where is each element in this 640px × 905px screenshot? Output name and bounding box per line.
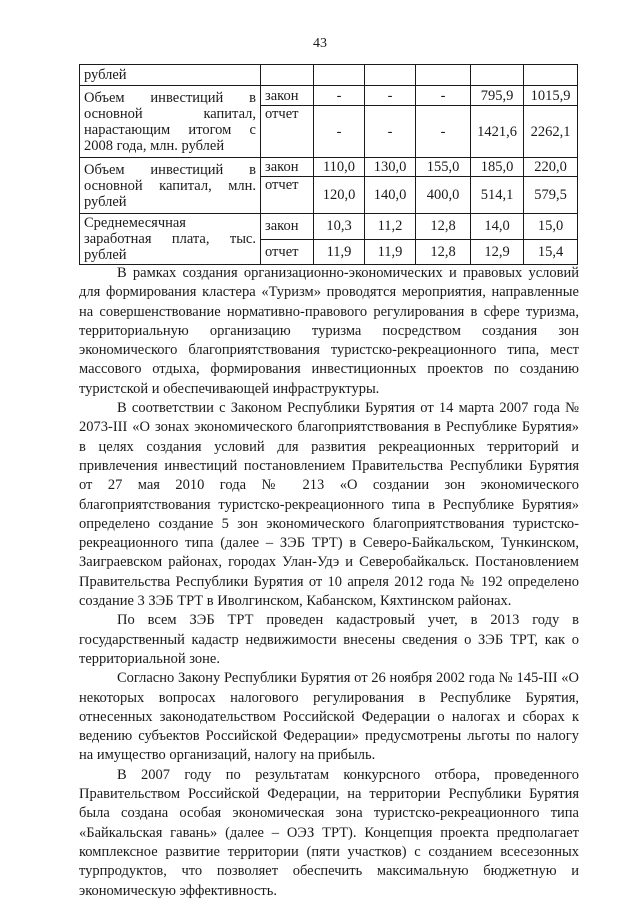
paragraph: Согласно Закону Республики Бурятия от 26 ноября 2002 года № 145-III «О некоторых вопросах налогового регулирования в Республике Бурятия, отнесенных законодательством Российской Федерации о налогах и сборах к ведению субъектов Российской Федерации» предусмотрены льготы по налогу на имущество организаций, налогу на прибыль. — [79, 670, 579, 764]
value-cell: 185,0 — [471, 158, 524, 177]
page-number: 43 — [313, 36, 327, 51]
value-cell: 120,0 — [314, 177, 365, 214]
value-cell: 1421,6 — [471, 106, 524, 158]
paragraph: В соответствии с Законом Республики Бурятия от 14 марта 2007 года № 2073-III «О зонах экономического благоприятствования в Республике Бурятия» в целях создания условий для развития рекреационных территорий и привлечения инвестиций постановлением Правительства Республики Бурятия от 27 мая 2010 года № 213 «О создании зон экономического благоприятствования туристско-рекреационного типа в Республике Бурятия» определено создание 5 зон экономического благоприятствования туристско-рекреационного типа (далее – ЗЭБ ТРТ) в Северо-Байкальском, Тункинском, Заиграевском районах, городах Улан-Удэ и Северобайкальск. Постановлением Правительства Республики Бурятия от 10 апреля 2012 года № 192 определено создание 3 ЗЭБ ТРТ в Иволгинском, Кабанском, Кяхтинском районах. — [79, 400, 579, 610]
paragraph: В рамках создания организационно-экономических и правовых условий для формирования кластера «Туризм» проводятся мероприятия, направленные на совершенствование нормативно-правового регулирования в сфере туризма, территориальную организацию туризма посредством создания зон экономического благоприятствования туристско-рекреационного типа, мест массового отдыха, формирования инвестиционных проектов по созданию туристской и обеспечивающей инфраструктуры. — [79, 265, 579, 397]
value-cell: 795,9 — [471, 86, 524, 106]
indicators-table — [79, 64, 578, 265]
value-cell: 155,0 — [416, 158, 471, 177]
value-cell: 12,9 — [471, 239, 524, 265]
value-cell: 15,0 — [524, 214, 578, 240]
value-cell: - — [314, 86, 365, 106]
row-type: отчет — [261, 239, 314, 265]
body-text — [79, 264, 579, 901]
indicator-name: Объем инвестиций в основной капитал, млн. рублей — [80, 158, 261, 214]
table-row — [80, 158, 578, 177]
indicator-name: рублей — [80, 65, 261, 86]
value-cell: - — [314, 106, 365, 158]
table-cell — [524, 65, 578, 86]
paragraph: В 2007 году по результатам конкурсного отбора, проведенного Правительством Российской Федерации, на территории Республики Бурятия была создана особая экономическая зона туристско-рекреационного типа «Байкальская гавань» (далее – ОЭЗ ТРТ). Концепция проекта предполагает комплексное развитие территории (пяти участков) с созданием всесезонных турпродуктов, что позволяет обеспечить максимальную бюджетную и экономическую эффективность. — [79, 766, 579, 899]
value-cell: 400,0 — [416, 177, 471, 214]
row-type: закон — [261, 158, 314, 177]
indicator-name: Объем инвестиций в основной капитал, нарастающим итогом с 2008 года, млн. рублей — [80, 86, 261, 158]
table-cell — [314, 65, 365, 86]
value-cell: - — [365, 106, 416, 158]
value-cell: 140,0 — [365, 177, 416, 214]
value-cell: - — [416, 86, 471, 106]
table-cell — [261, 65, 314, 86]
indicator-name: Среднемесячная заработная плата, тыс. рублей — [80, 214, 261, 265]
table-row — [80, 86, 578, 106]
value-cell: 11,2 — [365, 214, 416, 240]
value-cell: 10,3 — [314, 214, 365, 240]
value-cell: 15,4 — [524, 239, 578, 265]
value-cell: - — [365, 86, 416, 106]
paragraph: По всем ЗЭБ ТРТ проведен кадастровый учет, в 2013 году в государственный кадастр недвижимости внесены сведения о ЗЭБ ТРТ, как о территориальной зоне. — [79, 612, 579, 667]
value-cell: - — [416, 106, 471, 158]
value-cell: 11,9 — [314, 239, 365, 265]
row-type: отчет — [261, 177, 314, 214]
table-cell — [416, 65, 471, 86]
value-cell: 1015,9 — [524, 86, 578, 106]
value-cell: 130,0 — [365, 158, 416, 177]
value-cell: 12,8 — [416, 239, 471, 265]
table-row — [80, 65, 578, 86]
value-cell: 12,8 — [416, 214, 471, 240]
value-cell: 220,0 — [524, 158, 578, 177]
value-cell: 11,9 — [365, 239, 416, 265]
value-cell: 14,0 — [471, 214, 524, 240]
value-cell: 110,0 — [314, 158, 365, 177]
row-type: закон — [261, 86, 314, 106]
value-cell: 514,1 — [471, 177, 524, 214]
table-cell — [471, 65, 524, 86]
row-type: отчет — [261, 106, 314, 158]
value-cell: 579,5 — [524, 177, 578, 214]
value-cell: 2262,1 — [524, 106, 578, 158]
row-type: закон — [261, 214, 314, 240]
table-row — [80, 214, 578, 240]
table-cell — [365, 65, 416, 86]
